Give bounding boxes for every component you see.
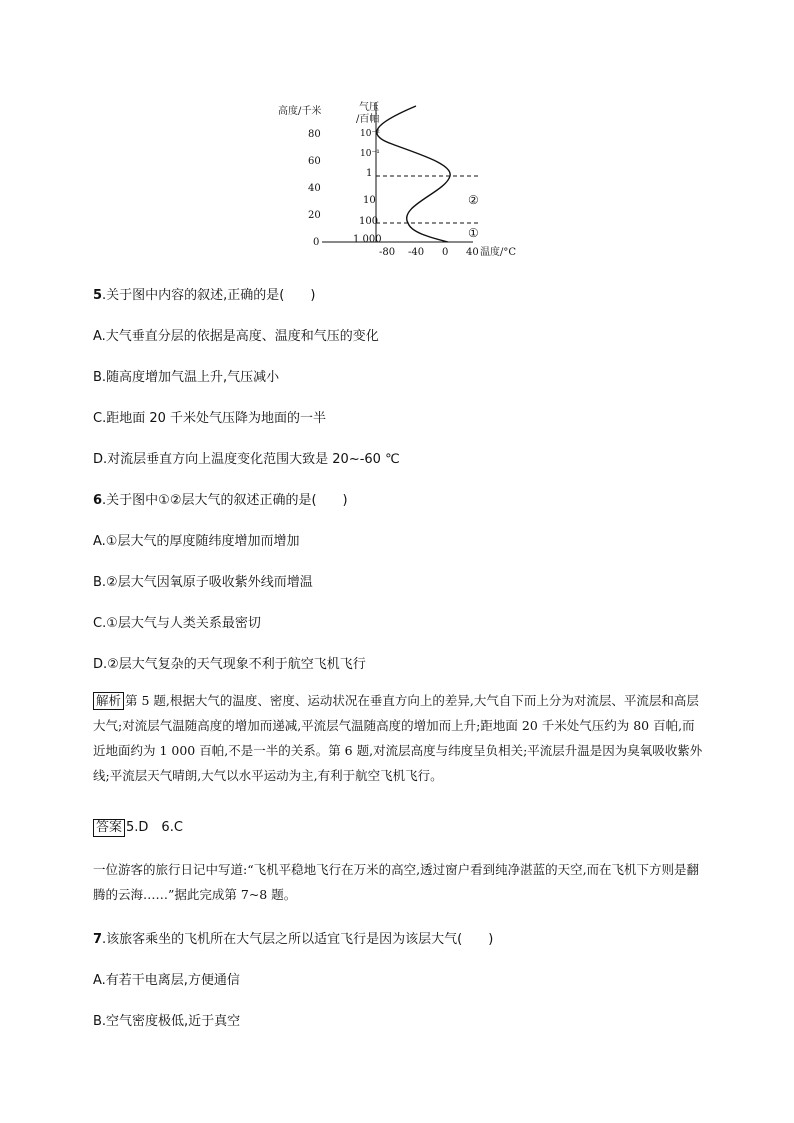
x-axis-label: 温度/°C [480,247,517,258]
question-number: 6 [93,493,103,508]
temp-tick: 40 [466,247,479,258]
temp-tick: -40 [408,247,425,258]
option-5b: B.随高度增加气温上升,气压减小 [93,370,280,385]
option-6d: D.②层大气复杂的天气现象不利于航空飞机飞行 [93,657,366,672]
height-tick: 0 [313,237,320,248]
layer-2-marker: ② [468,193,479,207]
intro-passage: 一位游客的旅行日记中写道:“飞机平稳地飞行在万米的高空,透过窗户看到纯净湛蓝的天空,而在飞机下方则是翻腾的云海……”据此完成第 7~8 题。 [93,862,700,902]
question-7 [93,928,493,947]
question-5 [93,284,315,303]
option-5a: A.大气垂直分层的依据是高度、温度和气压的变化 [93,329,379,344]
option-6c: C.①层大气与人类关系最密切 [93,616,261,631]
height-tick: 40 [308,183,321,194]
height-tick: 20 [308,210,321,221]
answer-tag: 答案 [93,819,125,837]
question-stem: .该旅客乘坐的飞机所在大气层之所以适宜飞行是因为该层大气( ) [102,932,494,947]
answer-block [93,816,183,837]
atmosphere-figure [268,96,530,258]
option-7b: B.空气密度极低,近于真空 [93,1014,241,1029]
question-stem: .关于图中①②层大气的叙述正确的是( ) [102,493,348,508]
pressure-label-line2: /百帕 [356,114,380,125]
pressure-tick: 10⁻² [360,129,380,139]
question-stem: .关于图中内容的叙述,正确的是( ) [102,288,316,303]
question-number: 5 [93,288,103,303]
answer-text: 5.D 6.C [126,820,183,835]
height-tick: 80 [308,129,321,140]
analysis-text: 第 5 题,根据大气的温度、密度、运动状况在垂直方向上的差异,大气自下而上分为对流层、平流层和高层大气;对流层气温随高度的增加而递减,平流层气温随高度的增加而上升;距地面 20 千米处气压约为 80 百帕,而近地面约为 1 000 百帕,不是一半的关系。第 6 题,对流层高度与纬度呈负相关;平流层升温是因为臭氧吸收紫外线;平流层天气晴朗,大气以水平运动为主,有利于航空飞机飞行。 [93,693,703,783]
pressure-tick: 1 000 [353,234,382,245]
temp-tick: 0 [442,247,449,258]
option-6b: B.②层大气因氧原子吸收紫外线而增温 [93,575,313,590]
pressure-tick: 1 [366,168,373,179]
question-number: 7 [93,932,103,947]
temperature-height-diagram [268,96,530,258]
pressure-tick: 10⁻¹ [360,149,380,159]
question-6 [93,489,348,508]
layer-1-marker: ① [468,226,479,240]
analysis-block [93,688,703,788]
analysis-tag: 解析 [93,692,124,710]
temp-tick: -80 [379,247,396,258]
option-5d: D.对流层垂直方向上温度变化范围大致是 20~-60 ℃ [93,452,400,467]
height-tick: 60 [308,156,321,167]
pressure-label-line1: 气压 [359,102,379,113]
option-5c: C.距地面 20 千米处气压降为地面的一半 [93,411,327,426]
y-axis-label: 高度/千米 [278,106,322,117]
option-7a: A.有若干电离层,方便通信 [93,973,240,988]
pressure-tick: 10 [363,195,376,206]
pressure-tick: 100 [359,216,379,227]
option-6a: A.①层大气的厚度随纬度增加而增加 [93,534,300,549]
temperature-curve [377,106,450,242]
